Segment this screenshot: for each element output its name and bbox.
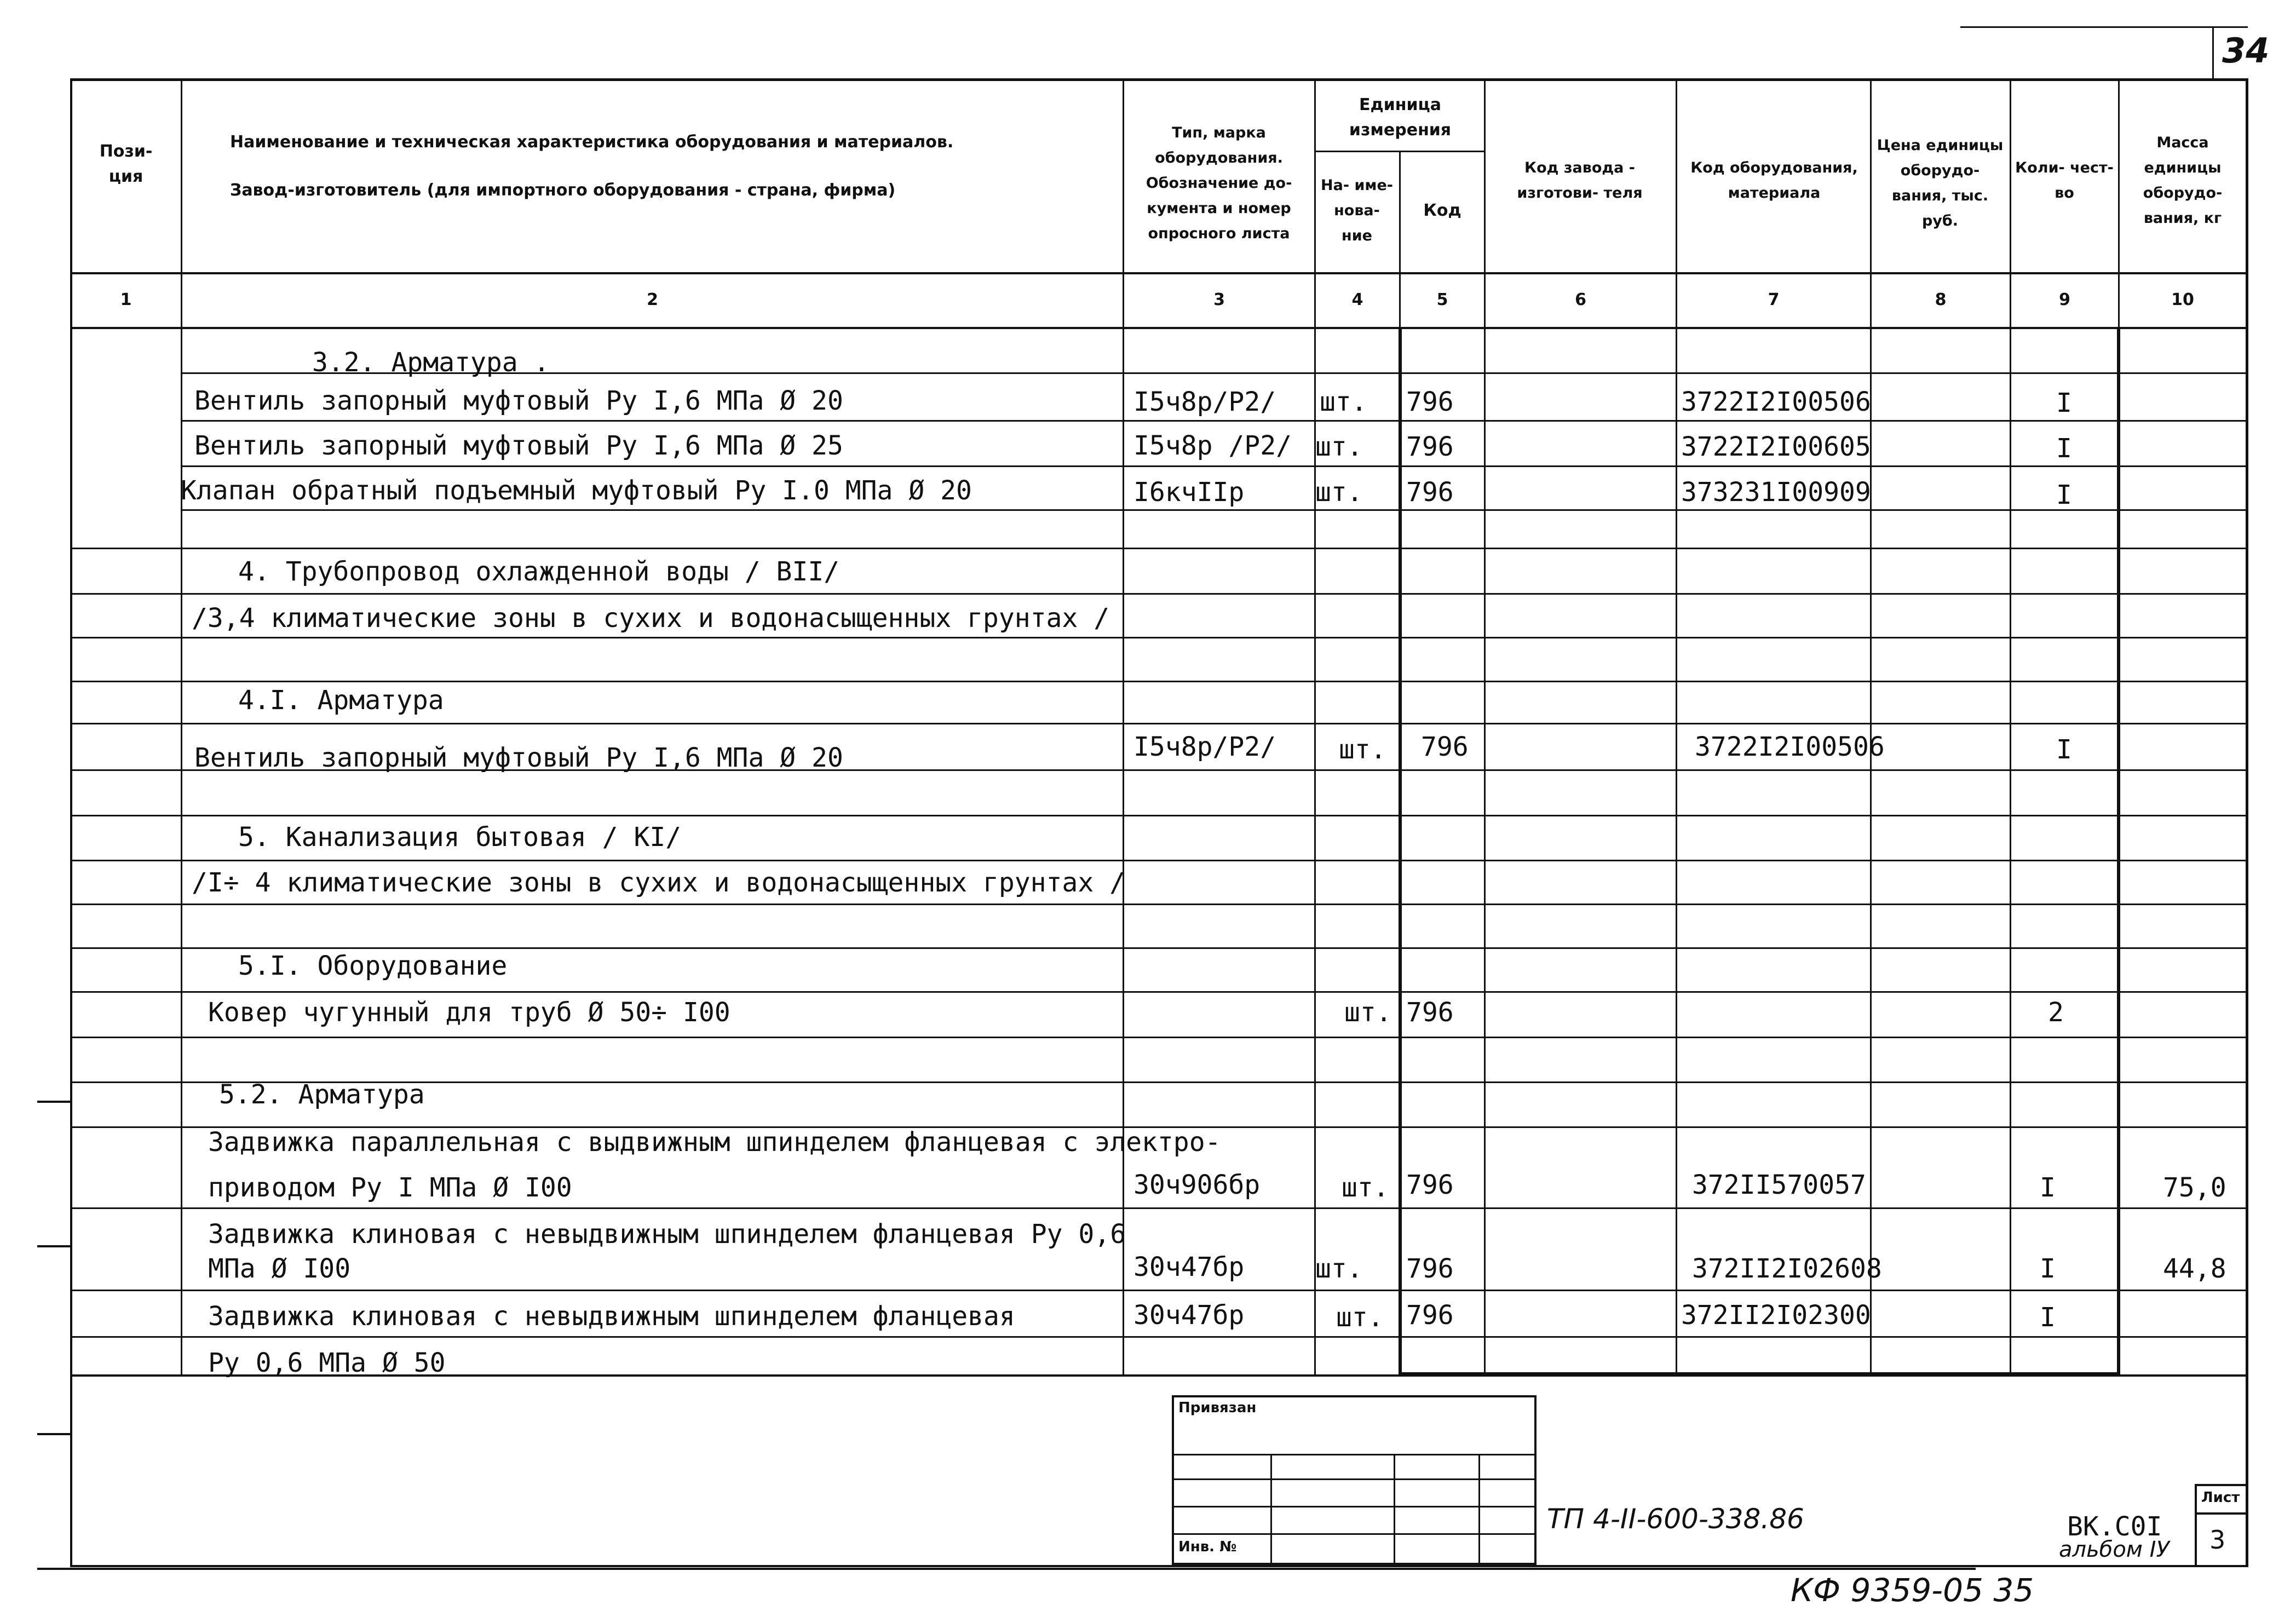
header-equipment-code: Код оборудования, материала [1690, 159, 1858, 202]
row-unit: шт. [1344, 997, 1392, 1028]
header-unit-price: Цена единицы оборудо- вания, тыс. руб. [1877, 137, 2004, 229]
row-unit: шт. [1320, 387, 1367, 417]
col-num-6: 6 [1575, 290, 1586, 309]
row-code: 796 [1406, 431, 1454, 462]
row-unit: шт. [1336, 1302, 1384, 1333]
col-num-10: 10 [2171, 290, 2194, 309]
row-type: 30ч906бр [1133, 1170, 1261, 1200]
col-num-9: 9 [2059, 290, 2070, 309]
header-maker-code: Код завода - изготови- теля [1517, 159, 1643, 202]
row-name: Вентиль запорный муфтовый Ру I,6 МПа Ø 20 [194, 743, 843, 773]
col-num-2: 2 [647, 290, 658, 309]
row-name: Задвижка клиновая с невыдвижным шпинделем фланцевая Ру 0,6 [208, 1219, 1126, 1250]
row-code: 796 [1406, 1170, 1454, 1200]
row-quantity: I [2056, 388, 2072, 418]
row-name: Ру 0,6 МПа Ø 50 [208, 1348, 446, 1378]
row-name: 4.I. Арматура [238, 685, 444, 716]
row-name: Клапан обратный подъемный муфтовый Ру I.0 МПа Ø 20 [181, 475, 972, 506]
stamp-sheet-label: Лист [2201, 1489, 2240, 1506]
header-name-line2: Завод-изготовитель (для импортного оборудования - страна, фирма) [230, 180, 896, 200]
row-type: I5ч8р /Р2/ [1133, 430, 1292, 461]
row-equipment-code: 373231I00909 [1681, 477, 1871, 508]
row-type: I5ч8р/Р2/ [1133, 732, 1276, 762]
col-num-7: 7 [1768, 290, 1780, 309]
header-quantity: Коли- чест- во [2015, 159, 2114, 202]
row-quantity: I [2056, 433, 2072, 464]
row-unit: шт. [1339, 734, 1386, 765]
header-name-line1: Наименование и техническая характеристика оборудования и материалов. [230, 132, 954, 152]
stamp-doc-code: ВК.С0I [2067, 1511, 2162, 1542]
row-mass: 75,0 [2163, 1172, 2226, 1203]
row-name: 5.2. Арматура [219, 1079, 425, 1110]
row-type: 30ч47бр [1133, 1300, 1245, 1331]
row-code: 796 [1421, 732, 1469, 762]
row-name: /I÷ 4 климатические зоны в сухих и водонасыщенных грунтах / [192, 867, 1126, 898]
row-name: Ковер чугунный для труб Ø 50÷ I00 [208, 997, 730, 1028]
row-type: I5ч8р/Р2/ [1133, 387, 1276, 417]
row-name: 4. Трубопровод охлажденной воды / BII/ [238, 556, 840, 587]
row-type: 30ч47бр [1133, 1252, 1245, 1282]
header-unit-code: Код [1423, 200, 1461, 220]
row-unit: шт. [1315, 431, 1363, 462]
row-quantity: I [2056, 480, 2072, 510]
row-quantity: I [2040, 1253, 2056, 1284]
row-name: Вентиль запорный муфтовый Ру I,6 МПа Ø 25 [194, 430, 843, 461]
col-num-5: 5 [1436, 290, 1448, 309]
row-quantity: I [2056, 734, 2072, 765]
row-name: 5.I. Оборудование [238, 951, 508, 981]
row-name: 3.2. Арматура . [312, 347, 550, 378]
row-equipment-code: 372II570057 [1692, 1170, 1866, 1200]
stamp-attached-label: Привязан [1178, 1400, 1257, 1416]
row-name: Задвижка параллельная с выдвижным шпинделем фланцевая с электро- [208, 1127, 1221, 1158]
row-name: 5. Канализация бытовая / KI/ [238, 822, 682, 853]
row-name: приводом Ру I МПа Ø I00 [208, 1172, 572, 1203]
col-num-3: 3 [1213, 290, 1225, 309]
bottom-code: КФ 9359-05 35 [1791, 1572, 2034, 1609]
row-code: 796 [1406, 997, 1454, 1028]
row-equipment-code: 372II2I02300 [1681, 1300, 1871, 1331]
page-number: 34 [2222, 31, 2270, 71]
row-mass: 44,8 [2163, 1253, 2226, 1284]
col-num-4: 4 [1351, 290, 1363, 309]
stamp-album: альбом IУ [2059, 1537, 2170, 1562]
stamp-inv-label: Инв. № [1178, 1539, 1237, 1555]
header-position: Пози- ция [99, 141, 153, 186]
stamp-designation: ТП 4-II-600-338.86 [1547, 1503, 1804, 1535]
row-quantity: 2 [2048, 997, 2064, 1028]
row-code: 796 [1406, 1253, 1454, 1284]
row-unit: шт. [1315, 1253, 1363, 1284]
stamp-sheet-number: 3 [2209, 1525, 2226, 1555]
row-equipment-code: 3722I2I00506 [1681, 387, 1871, 417]
row-equipment-code: 3722I2I00506 [1695, 732, 1885, 762]
row-equipment-code: 3722I2I00605 [1681, 431, 1871, 462]
row-quantity: I [2040, 1302, 2056, 1333]
row-unit: шт. [1342, 1172, 1389, 1203]
row-unit: шт. [1315, 477, 1363, 508]
row-name: /3,4 климатические зоны в сухих и водонасыщенных грунтах / [192, 603, 1110, 634]
row-type: I6кчIIр [1133, 477, 1245, 508]
row-code: 796 [1406, 477, 1454, 508]
row-equipment-code: 372II2I02608 [1692, 1253, 1882, 1284]
row-quantity: I [2040, 1172, 2056, 1203]
row-name: Задвижка клиновая с невыдвижным шпинделем фланцевая [208, 1301, 1015, 1332]
row-code: 796 [1406, 1300, 1454, 1331]
row-code: 796 [1406, 387, 1454, 417]
col-num-8: 8 [1935, 290, 1947, 309]
row-name: МПа Ø I00 [208, 1253, 351, 1284]
header-unit-name: На- име- нова- ние [1321, 177, 1393, 244]
row-name: Вентиль запорный муфтовый Ру I,6 МПа Ø 20 [194, 385, 843, 416]
col-num-1: 1 [120, 290, 132, 309]
header-mass: Масса единицы оборудо- вания, кг [2143, 134, 2223, 227]
header-type: Тип, марка оборудования. Обозначение до- кумента и номер опросного листа [1146, 124, 1292, 242]
header-unit: Единица измерения [1349, 95, 1452, 140]
